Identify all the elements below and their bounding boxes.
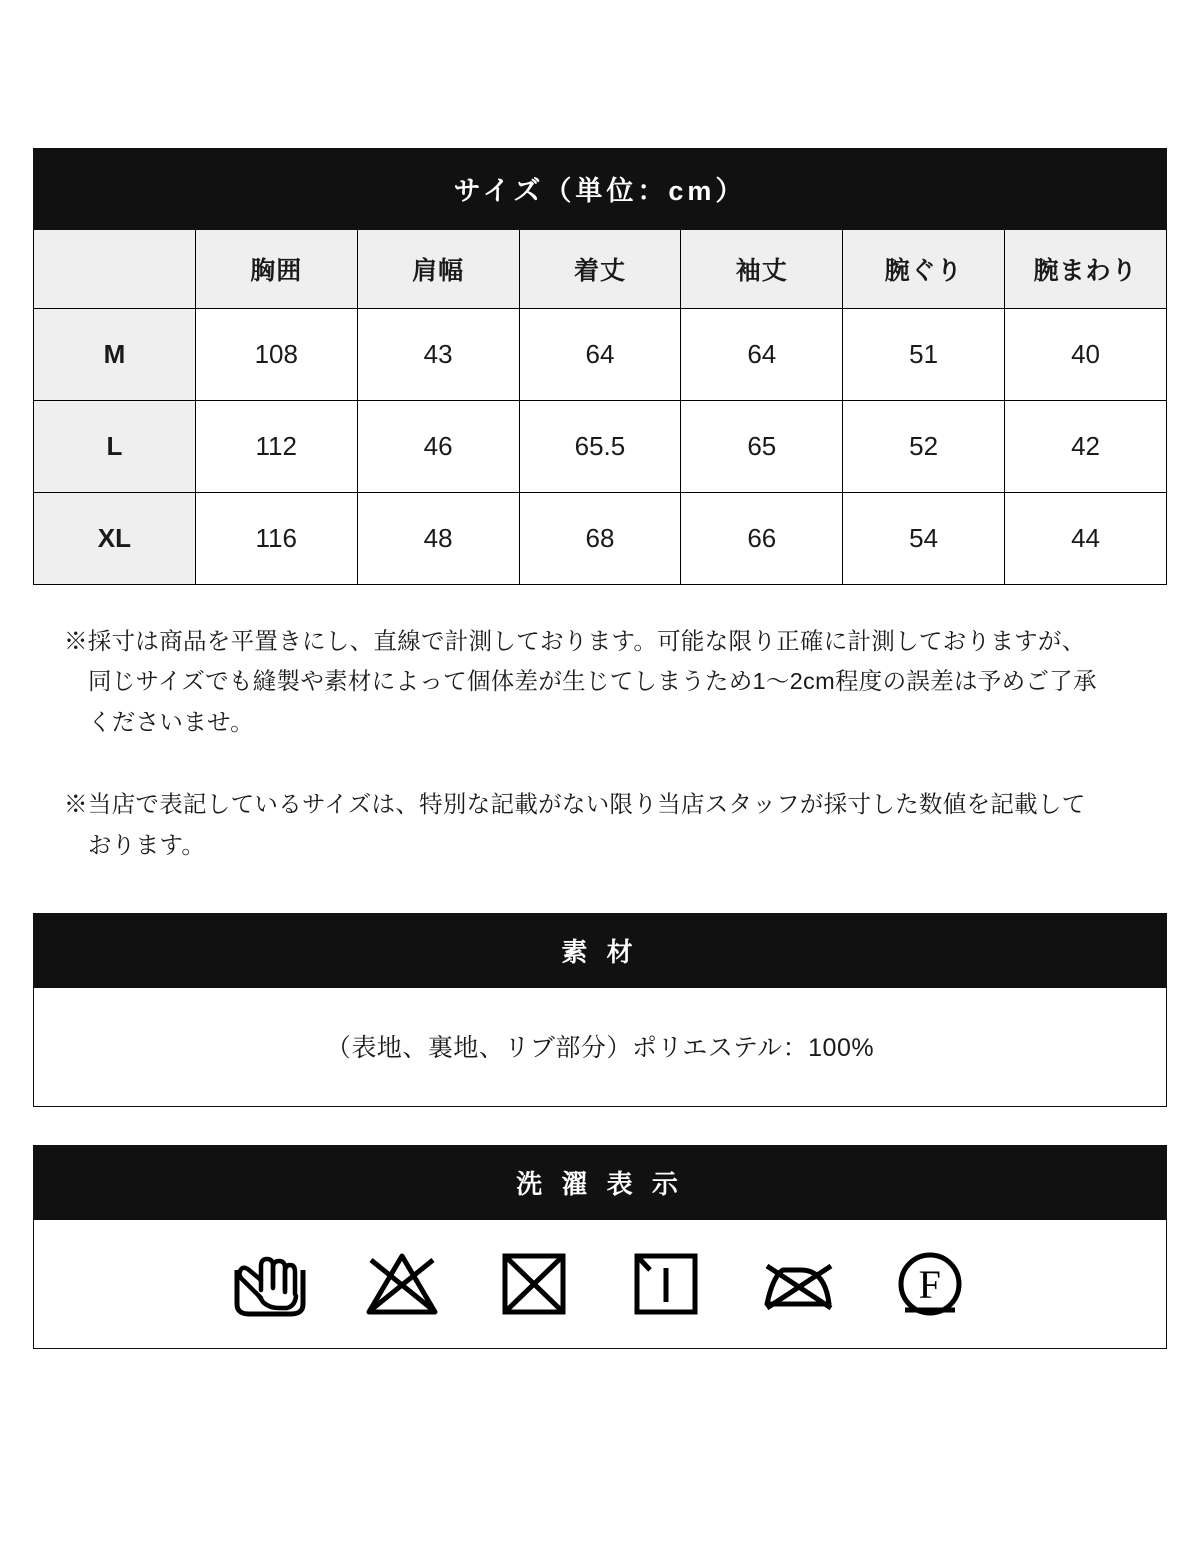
wash-care-section-title: 洗 濯 表 示 [34,1146,1166,1220]
column-header-armhole: 腕ぐり [843,230,1005,309]
no-tumble-dry-icon [491,1246,577,1322]
cell-m-shoulder: 43 [357,309,519,401]
size-table-header-row [34,230,1167,309]
professional-cleaning-f-icon [887,1246,973,1322]
cell-xl-sleeve: 66 [681,493,843,585]
size-table-title: サイズ（単位：cm） [34,149,1167,230]
no-iron-icon [755,1246,841,1322]
column-header-blank [34,230,196,309]
material-section-text: （表地、裏地、リブ部分）ポリエステル：100% [34,988,1166,1106]
cell-l-sleeve: 65 [681,401,843,493]
cell-xl-armhole: 54 [843,493,1005,585]
column-header-shoulder: 肩幅 [357,230,519,309]
column-header-bust: 胸囲 [195,230,357,309]
wash-care-icons [34,1246,1166,1322]
no-bleach-icon [359,1246,445,1322]
cell-m-length: 64 [519,309,681,401]
cell-m-arm-circumference: 40 [1005,309,1167,401]
product-spec-page [0,148,1200,1561]
column-header-sleeve: 袖丈 [681,230,843,309]
cell-l-bust: 112 [195,401,357,493]
measurement-notes [33,621,1167,865]
size-table-section [33,148,1167,585]
material-section-title: 素 材 [34,914,1166,988]
cell-l-arm-circumference: 42 [1005,401,1167,493]
row-header-l: L [34,401,196,493]
cell-xl-shoulder: 48 [357,493,519,585]
table-row [34,493,1167,585]
note-store-measurement: ※当店で表記しているサイズは、特別な記載がない限り当店スタッフが採寸した数値を記載しております。 [64,791,1086,858]
size-table [33,148,1167,585]
row-header-xl: XL [34,493,196,585]
cell-xl-bust: 116 [195,493,357,585]
table-row [34,309,1167,401]
row-header-m: M [34,309,196,401]
table-row [34,401,1167,493]
cell-l-length: 65.5 [519,401,681,493]
hand-wash-icon [227,1246,313,1322]
material-section [33,913,1167,1107]
size-table-title-row [34,149,1167,230]
svg-text:F: F [918,1262,942,1308]
cell-l-shoulder: 46 [357,401,519,493]
cell-l-armhole: 52 [843,401,1005,493]
cell-m-armhole: 51 [843,309,1005,401]
wash-care-icon-list [34,1220,1166,1348]
note-measurement: ※採寸は商品を平置きにし、直線で計測しております。可能な限り正確に計測しておりますが、同じサイズでも縫製や素材によって個体差が生じてしまうため1〜2cm程度の誤差は予めご了承くださいませ。 [64,628,1097,735]
column-header-length: 着丈 [519,230,681,309]
cell-xl-length: 68 [519,493,681,585]
cell-m-sleeve: 64 [681,309,843,401]
line-dry-in-shade-icon [623,1246,709,1322]
column-header-arm-circumference: 腕まわり [1005,230,1167,309]
cell-m-bust: 108 [195,309,357,401]
cell-xl-arm-circumference: 44 [1005,493,1167,585]
wash-care-section [33,1145,1167,1349]
